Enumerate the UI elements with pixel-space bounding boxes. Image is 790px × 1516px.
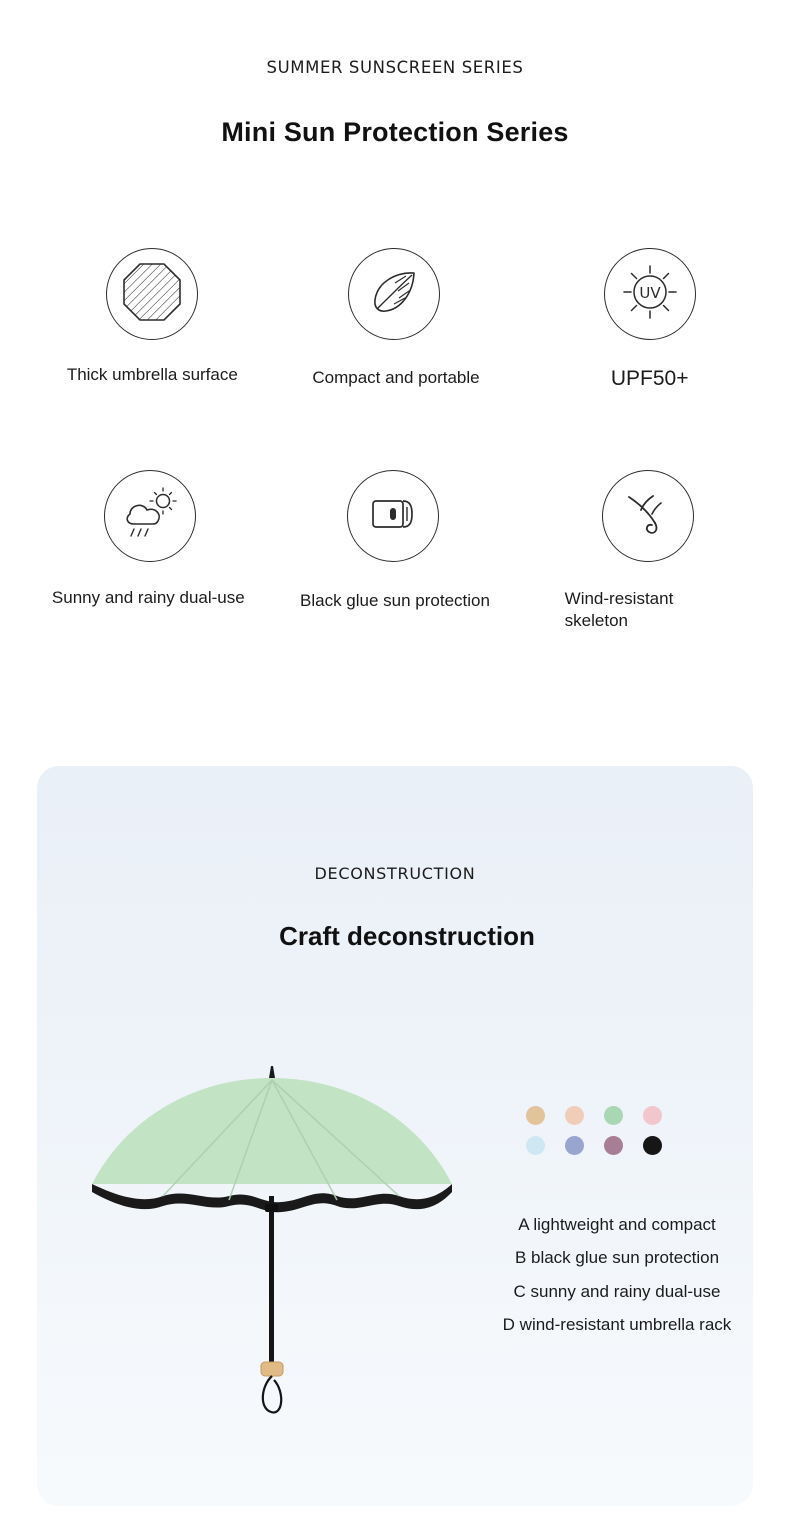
swatch-light-blue[interactable] <box>526 1136 545 1155</box>
umbrella-illustration <box>47 1056 517 1416</box>
wind-skeleton-icon <box>619 485 677 548</box>
top-section <box>0 0 790 630</box>
deconstruction-panel <box>37 766 753 1506</box>
panel-title: Craft deconstruction <box>279 921 535 951</box>
list-item: C sunny and rainy dual-use <box>513 1281 721 1301</box>
swatch-mauve[interactable] <box>604 1136 623 1155</box>
feature-item-wind-resistant <box>529 470 766 630</box>
feature-item-dual-use <box>32 470 269 627</box>
feature-bullet-list <box>452 1208 753 1341</box>
feature-label: Black glue sun protection <box>300 591 490 611</box>
panel-eyebrow: DECONSTRUCTION <box>314 864 476 883</box>
feature-icon-ring <box>347 470 439 562</box>
feature-label: Compact and portable <box>312 368 480 387</box>
sun-cloud-rain-icon <box>120 484 180 549</box>
uv-sun-icon <box>619 261 681 328</box>
feature-label: Sunny and rainy dual-use <box>51 588 245 608</box>
feature-label: Wind-resistant skeleton <box>564 589 674 630</box>
swatch-peach[interactable] <box>565 1106 584 1125</box>
feature-item-compact <box>276 248 513 392</box>
feature-icon-ring <box>106 248 198 340</box>
page-title: Mini Sun Protection Series <box>221 117 569 147</box>
swatch-pink[interactable] <box>643 1106 662 1125</box>
svg-text:UV: UV <box>639 283 661 302</box>
feature-item-black-glue <box>275 470 512 627</box>
feature-item-upf <box>531 248 768 392</box>
page-eyebrow: SUMMER SUNSCREEN SERIES <box>266 58 524 77</box>
list-item: B black glue sun protection <box>514 1248 720 1268</box>
list-item: D wind-resistant umbrella rack <box>502 1314 732 1334</box>
color-swatches <box>526 1106 676 1166</box>
swatch-green[interactable] <box>604 1106 623 1125</box>
swatch-black[interactable] <box>643 1136 662 1155</box>
swatch-periwinkle[interactable] <box>565 1136 584 1155</box>
swatch-row-2 <box>526 1136 676 1155</box>
list-item: A lightweight and compact <box>518 1215 716 1234</box>
feature-item-thick-surface <box>34 248 271 392</box>
feather-leaf-icon <box>365 263 423 326</box>
feature-icon-ring <box>348 248 440 340</box>
feature-grid <box>0 248 790 630</box>
swatch-beige[interactable] <box>526 1106 545 1125</box>
fabric-coating-icon <box>364 485 422 548</box>
feature-label: Thick umbrella surface <box>66 365 238 384</box>
feature-icon-ring <box>604 248 696 340</box>
feature-icon-ring <box>602 470 694 562</box>
octagon-hatched-icon <box>121 261 183 328</box>
swatch-row-1 <box>526 1106 676 1125</box>
feature-label: UPF50+ <box>610 367 689 390</box>
feature-icon-ring <box>104 470 196 562</box>
